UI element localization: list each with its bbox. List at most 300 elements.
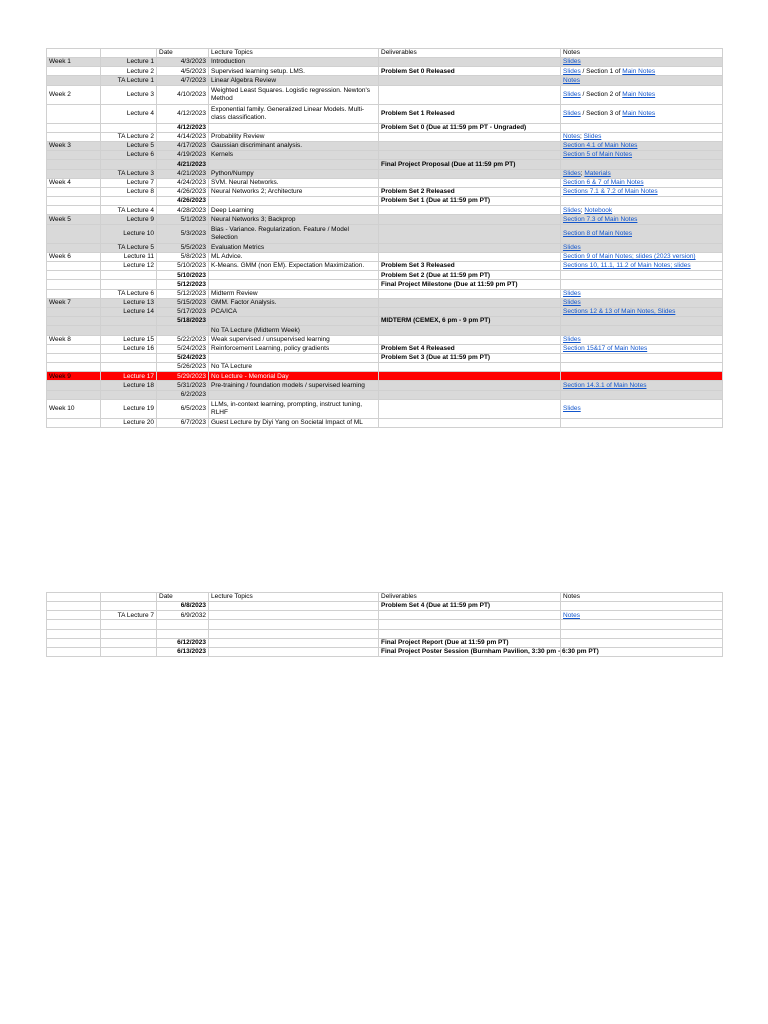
- deliverable-cell: Problem Set 2 Released: [379, 187, 561, 196]
- notes-cell: [561, 178, 723, 187]
- topic-cell: PCA/ICA: [209, 307, 379, 316]
- week-cell: Week 1: [47, 58, 101, 67]
- lecture-cell: [101, 620, 157, 629]
- deliverable-cell: [379, 76, 561, 85]
- deliverable-cell: [379, 215, 561, 224]
- week-cell: [47, 307, 101, 316]
- date-cell: 5/10/2023: [157, 271, 209, 280]
- topic-cell: [209, 629, 379, 638]
- week-cell: [47, 353, 101, 362]
- week-cell: [47, 123, 101, 132]
- week-cell: [47, 67, 101, 76]
- week-cell: [47, 326, 101, 335]
- deliverable-cell: [379, 252, 561, 261]
- notes-cell: [561, 215, 723, 224]
- date-cell: 4/21/2023: [157, 169, 209, 178]
- notes-cell: [561, 326, 723, 335]
- notes-link[interactable]: Section 8 of Main Notes: [563, 229, 633, 237]
- lecture-cell: Lecture 12: [101, 262, 157, 271]
- lecture-cell: Lecture 14: [101, 307, 157, 316]
- notes-link[interactable]: Section 14.3.1 of Main Notes: [563, 381, 647, 389]
- week-cell: [47, 160, 101, 169]
- notes-cell: [561, 85, 723, 104]
- week-cell: [47, 611, 101, 620]
- topic-cell: Midterm Review: [209, 289, 379, 298]
- topic-cell: Python/Numpy: [209, 169, 379, 178]
- notes-cell: [561, 160, 723, 169]
- deliverable-cell: [379, 620, 561, 629]
- table-row: [47, 178, 723, 187]
- table-row: [47, 280, 723, 289]
- table-row: [47, 123, 723, 132]
- lecture-cell: Lecture 18: [101, 381, 157, 390]
- date-cell: 4/12/2023: [157, 123, 209, 132]
- lecture-cell: TA Lecture 3: [101, 169, 157, 178]
- notes-text: ;: [580, 206, 585, 214]
- topic-cell: K-Means. GMM (non EM). Expectation Maximization.: [209, 262, 379, 271]
- topic-cell: [209, 317, 379, 326]
- table-row: [47, 141, 723, 150]
- date-cell: 5/24/2023: [157, 344, 209, 353]
- date-cell: 5/31/2023: [157, 381, 209, 390]
- notes-cell: [561, 169, 723, 178]
- notes-cell: [561, 104, 723, 123]
- date-cell: 5/29/2023: [157, 372, 209, 381]
- notes-link[interactable]: Notes: [563, 76, 580, 84]
- notes-cell: [561, 206, 723, 215]
- topic-cell: [209, 353, 379, 362]
- lecture-cell: Lecture 16: [101, 344, 157, 353]
- notes-link[interactable]: Sections 7.1 & 7.2 of Main Notes: [563, 188, 658, 196]
- notes-link[interactable]: Notebook: [584, 206, 613, 214]
- notes-cell: [561, 335, 723, 344]
- date-cell: 4/10/2023: [157, 85, 209, 104]
- lecture-cell: Lecture 20: [101, 418, 157, 427]
- topic-cell: [209, 280, 379, 289]
- table-row: [47, 132, 723, 141]
- date-cell: 6/8/2023: [157, 602, 209, 611]
- week-cell: [47, 132, 101, 141]
- table-row: [47, 399, 723, 418]
- notes-link[interactable]: Slides: [563, 243, 581, 251]
- deliverable-cell: Problem Set 1 (Due at 11:59 pm PT): [379, 197, 561, 206]
- notes-link[interactable]: Slides: [563, 335, 581, 343]
- week-cell: [47, 620, 101, 629]
- deliverable-cell: [379, 141, 561, 150]
- notes-link[interactable]: Slides: [563, 58, 581, 66]
- date-cell: 5/17/2023: [157, 307, 209, 316]
- week-cell: [47, 243, 101, 252]
- notes-link[interactable]: Slides: [563, 90, 581, 98]
- date-cell: 4/19/2023: [157, 151, 209, 160]
- topic-cell: Introduction: [209, 58, 379, 67]
- lecture-cell: [101, 638, 157, 647]
- table-row: [47, 289, 723, 298]
- week-cell: Week 8: [47, 335, 101, 344]
- topic-cell: [209, 197, 379, 206]
- lecture-cell: [101, 326, 157, 335]
- deliverable-cell: Problem Set 4 (Due at 11:59 pm PT): [379, 602, 561, 611]
- table-row: [47, 307, 723, 316]
- lecture-cell: Lecture 6: [101, 151, 157, 160]
- topic-cell: [209, 271, 379, 280]
- table-row: [47, 611, 723, 620]
- notes-cell: [561, 372, 723, 381]
- week-cell: [47, 602, 101, 611]
- notes-cell: [561, 187, 723, 196]
- date-cell: 4/7/2023: [157, 76, 209, 85]
- date-cell: 5/3/2023: [157, 224, 209, 243]
- notes-cell: [561, 399, 723, 418]
- week-cell: [47, 629, 101, 638]
- lecture-cell: [101, 602, 157, 611]
- lecture-cell: TA Lecture 5: [101, 243, 157, 252]
- deliverable-cell: Problem Set 3 (Due at 11:59 pm PT): [379, 353, 561, 362]
- table-row: [47, 169, 723, 178]
- topic-cell: Bias - Variance. Regularization. Feature / Model Selection: [209, 224, 379, 243]
- topic-cell: [209, 123, 379, 132]
- header-row: [47, 49, 723, 58]
- week-cell: [47, 169, 101, 178]
- topic-cell: Guest Lecture by Diyi Yang on Societal Impact of ML: [209, 418, 379, 427]
- lecture-cell: TA Lecture 7: [101, 611, 157, 620]
- topic-cell: No TA Lecture (Midterm Week): [209, 326, 379, 335]
- notes-cell: [561, 262, 723, 271]
- week-cell: [47, 262, 101, 271]
- topic-cell: Supervised learning setup. LMS.: [209, 67, 379, 76]
- header-lecture: [101, 593, 157, 602]
- date-cell: 5/8/2023: [157, 252, 209, 261]
- lecture-cell: Lecture 10: [101, 224, 157, 243]
- date-cell: 4/3/2023: [157, 58, 209, 67]
- table-row: [47, 224, 723, 243]
- table-row: [47, 58, 723, 67]
- week-cell: Week 3: [47, 141, 101, 150]
- week-cell: Week 6: [47, 252, 101, 261]
- lecture-cell: [101, 123, 157, 132]
- topic-cell: No TA Lecture: [209, 363, 379, 372]
- date-cell: 4/12/2023: [157, 104, 209, 123]
- notes-cell: [561, 638, 723, 647]
- topic-cell: Neural Networks 2; Architecture: [209, 187, 379, 196]
- table-row: [47, 381, 723, 390]
- topic-cell: [209, 160, 379, 169]
- week-cell: [47, 197, 101, 206]
- table-row: [47, 76, 723, 85]
- topic-cell: Gaussian discriminant analysis.: [209, 141, 379, 150]
- deliverable-cell: [379, 326, 561, 335]
- notes-link[interactable]: Section 7.3 of Main Notes: [563, 215, 638, 223]
- notes-cell: [561, 252, 723, 261]
- week-cell: Week 7: [47, 298, 101, 307]
- topic-cell: GMM. Factor Analysis.: [209, 298, 379, 307]
- notes-link[interactable]: Slides: [563, 299, 581, 307]
- week-cell: [47, 271, 101, 280]
- header-deliverables: Deliverables: [379, 49, 561, 58]
- notes-cell: [561, 344, 723, 353]
- deliverable-cell: [379, 611, 561, 620]
- date-cell: 6/5/2023: [157, 399, 209, 418]
- table-row: [47, 326, 723, 335]
- table-row: [47, 67, 723, 76]
- date-cell: 5/15/2023: [157, 298, 209, 307]
- notes-cell: [561, 76, 723, 85]
- notes-link[interactable]: Section 4.1 of Main Notes: [563, 142, 638, 150]
- week-cell: [47, 151, 101, 160]
- lecture-cell: [101, 317, 157, 326]
- date-cell: 6/12/2023: [157, 638, 209, 647]
- date-cell: 4/28/2023: [157, 206, 209, 215]
- table-row: [47, 151, 723, 160]
- notes-link[interactable]: Slides: [583, 133, 602, 141]
- topic-cell: SVM. Neural Networks.: [209, 178, 379, 187]
- week-cell: [47, 363, 101, 372]
- table-row: [47, 271, 723, 280]
- table-row: [47, 629, 723, 638]
- deliverable-cell: [379, 335, 561, 344]
- week-cell: [47, 317, 101, 326]
- date-cell: 6/9/2032: [157, 611, 209, 620]
- notes-text: / Section 3 of: [580, 109, 623, 117]
- table-row: [47, 187, 723, 196]
- notes-cell: [561, 289, 723, 298]
- table-row: [47, 344, 723, 353]
- date-cell: [157, 620, 209, 629]
- header-row: [47, 593, 723, 602]
- topic-cell: [209, 647, 379, 656]
- table-row: [47, 372, 723, 381]
- date-cell: 5/26/2023: [157, 363, 209, 372]
- deliverable-cell: MIDTERM (CEMEX, 6 pm - 9 pm PT): [379, 317, 561, 326]
- topic-cell: Linear Algebra Review: [209, 76, 379, 85]
- deliverable-cell: [379, 132, 561, 141]
- deliverable-cell: [379, 381, 561, 390]
- notes-link[interactable]: Slides: [563, 405, 581, 413]
- date-cell: 5/12/2023: [157, 289, 209, 298]
- lecture-cell: Lecture 2: [101, 67, 157, 76]
- deliverable-cell: [379, 372, 561, 381]
- notes-link[interactable]: Sections 12 & 13 of Main Notes, Slides: [563, 308, 676, 316]
- lecture-cell: Lecture 11: [101, 252, 157, 261]
- schedule-table: [46, 48, 723, 428]
- date-cell: [157, 629, 209, 638]
- header-lecture: [101, 49, 157, 58]
- topic-cell: No Lecture - Memorial Day: [209, 372, 379, 381]
- deliverable-cell: [379, 58, 561, 67]
- header-topics: Lecture Topics: [209, 593, 379, 602]
- deliverable-cell: Problem Set 0 Released: [379, 67, 561, 76]
- header-week: [47, 593, 101, 602]
- table-row: [47, 298, 723, 307]
- topic-cell: LLMs, in-context learning, prompting, instruct tuning, RLHF: [209, 399, 379, 418]
- table-row: [47, 197, 723, 206]
- lecture-cell: TA Lecture 1: [101, 76, 157, 85]
- notes-link[interactable]: Materials: [584, 169, 611, 177]
- lecture-cell: Lecture 1: [101, 58, 157, 67]
- lecture-cell: [101, 647, 157, 656]
- week-cell: [47, 647, 101, 656]
- date-cell: 4/26/2023: [157, 197, 209, 206]
- deliverable-cell: [379, 418, 561, 427]
- week-cell: [47, 344, 101, 353]
- deliverable-cell: Problem Set 4 Released: [379, 344, 561, 353]
- notes-cell: [561, 363, 723, 372]
- deliverable-cell: [379, 399, 561, 418]
- notes-link[interactable]: Main Notes: [622, 109, 656, 117]
- notes-link[interactable]: Notes: [563, 611, 580, 619]
- header-notes: Notes: [561, 593, 723, 602]
- topic-cell: Probability Review: [209, 132, 379, 141]
- deliverable-cell: Problem Set 0 (Due at 11:59 pm PT - Ungraded): [379, 123, 561, 132]
- lecture-cell: [101, 363, 157, 372]
- lecture-cell: Lecture 13: [101, 298, 157, 307]
- lecture-cell: [101, 197, 157, 206]
- notes-link[interactable]: Main Notes: [622, 90, 656, 98]
- deliverable-cell: [379, 363, 561, 372]
- date-cell: 5/18/2023: [157, 317, 209, 326]
- week-cell: [47, 418, 101, 427]
- week-cell: Week 4: [47, 178, 101, 187]
- week-cell: [47, 206, 101, 215]
- notes-link[interactable]: Slides: [563, 67, 581, 75]
- table-row: [47, 262, 723, 271]
- topic-cell: [209, 390, 379, 399]
- week-cell: [47, 280, 101, 289]
- week-cell: Week 2: [47, 85, 101, 104]
- lecture-cell: Lecture 3: [101, 85, 157, 104]
- header-deliverables: Deliverables: [379, 593, 561, 602]
- table-row: [47, 363, 723, 372]
- deliverable-cell: [379, 178, 561, 187]
- schedule-table-final-weeks: [46, 592, 723, 657]
- deliverable-cell: [379, 224, 561, 243]
- lecture-cell: Lecture 17: [101, 372, 157, 381]
- table-row: [47, 252, 723, 261]
- week-cell: [47, 289, 101, 298]
- table-row: [47, 638, 723, 647]
- notes-cell: [561, 280, 723, 289]
- table-row: [47, 317, 723, 326]
- notes-cell: [561, 390, 723, 399]
- date-cell: 5/5/2023: [157, 243, 209, 252]
- deliverable-cell: Problem Set 3 Released: [379, 262, 561, 271]
- date-cell: 6/13/2023: [157, 647, 209, 656]
- week-cell: [47, 224, 101, 243]
- table-row: [47, 215, 723, 224]
- date-cell: 4/26/2023: [157, 187, 209, 196]
- topic-cell: ML Advice.: [209, 252, 379, 261]
- notes-link[interactable]: Slides: [563, 206, 581, 214]
- notes-cell: [561, 151, 723, 160]
- notes-link[interactable]: Sections 10, 11.1, 11.2 of Main Notes; slides: [563, 262, 691, 270]
- notes-cell: [561, 123, 723, 132]
- notes-cell: [561, 620, 723, 629]
- deliverable-cell: [379, 629, 561, 638]
- notes-cell: [561, 381, 723, 390]
- topic-cell: Neural Networks 3; Backprop: [209, 215, 379, 224]
- deliverable-cell: Final Project Milestone (Due at 11:59 pm PT): [379, 280, 561, 289]
- notes-cell: [561, 611, 723, 620]
- week-cell: [47, 381, 101, 390]
- notes-text: ;: [580, 169, 585, 177]
- notes-link[interactable]: Slides: [563, 169, 581, 177]
- topic-cell: Kernels: [209, 151, 379, 160]
- deliverable-cell: [379, 307, 561, 316]
- notes-cell: [561, 418, 723, 427]
- deliverable-cell: Problem Set 1 Released: [379, 104, 561, 123]
- notes-cell: [561, 317, 723, 326]
- week-cell: Week 9: [47, 372, 101, 381]
- header-notes: Notes: [561, 49, 723, 58]
- table-row: [47, 602, 723, 611]
- lecture-cell: [101, 271, 157, 280]
- notes-cell: [561, 307, 723, 316]
- date-cell: 6/2/2023: [157, 390, 209, 399]
- deliverable-cell: [379, 298, 561, 307]
- notes-text: / Section 2 of: [580, 90, 623, 98]
- topic-cell: [209, 638, 379, 647]
- lecture-cell: Lecture 9: [101, 215, 157, 224]
- date-cell: 5/10/2023: [157, 262, 209, 271]
- week-cell: [47, 187, 101, 196]
- lecture-cell: [101, 629, 157, 638]
- date-cell: 6/7/2023: [157, 418, 209, 427]
- table-row: [47, 85, 723, 104]
- deliverable-cell: [379, 206, 561, 215]
- lecture-cell: Lecture 7: [101, 178, 157, 187]
- week-cell: [47, 638, 101, 647]
- table-row: [47, 620, 723, 629]
- table-row: [47, 647, 723, 656]
- topic-cell: Deep Learning: [209, 206, 379, 215]
- date-cell: [157, 326, 209, 335]
- lecture-cell: [101, 353, 157, 362]
- date-cell: 4/24/2023: [157, 178, 209, 187]
- table-row: [47, 390, 723, 399]
- deliverable-cell: [379, 85, 561, 104]
- deliverable-cell: Final Project Poster Session (Burnham Pavilion, 3:30 pm - 6:30 pm PT): [379, 647, 561, 656]
- topic-cell: [209, 602, 379, 611]
- notes-link[interactable]: Section 6 & 7 of Main Notes: [563, 179, 644, 187]
- notes-link[interactable]: Section 9 of Main Notes; slides (2023 version): [563, 253, 696, 261]
- lecture-cell: TA Lecture 2: [101, 132, 157, 141]
- week-cell: [47, 104, 101, 123]
- notes-cell: [561, 353, 723, 362]
- week-cell: Week 10: [47, 399, 101, 418]
- notes-cell: [561, 243, 723, 252]
- notes-link[interactable]: Notes: [563, 133, 580, 141]
- lecture-cell: Lecture 19: [101, 399, 157, 418]
- notes-link[interactable]: Main Notes: [622, 67, 656, 75]
- topic-cell: Pre-training / foundation models / supervised learning: [209, 381, 379, 390]
- notes-link[interactable]: Slides: [563, 289, 581, 297]
- notes-cell: [561, 67, 723, 76]
- notes-cell: [561, 629, 723, 638]
- notes-link[interactable]: Slides: [563, 109, 581, 117]
- topic-cell: Weak supervised / unsupervised learning: [209, 335, 379, 344]
- notes-link[interactable]: Section 5 of Main Notes: [563, 151, 633, 159]
- date-cell: 5/12/2023: [157, 280, 209, 289]
- topic-cell: Reinforcement Learning, policy gradients: [209, 344, 379, 353]
- date-cell: 4/21/2023: [157, 160, 209, 169]
- notes-link[interactable]: Section 15&17 of Main Notes: [563, 345, 648, 353]
- table-row: [47, 353, 723, 362]
- date-cell: 4/14/2023: [157, 132, 209, 141]
- lecture-cell: TA Lecture 6: [101, 289, 157, 298]
- date-cell: 5/1/2023: [157, 215, 209, 224]
- header-topics: Lecture Topics: [209, 49, 379, 58]
- lecture-cell: [101, 160, 157, 169]
